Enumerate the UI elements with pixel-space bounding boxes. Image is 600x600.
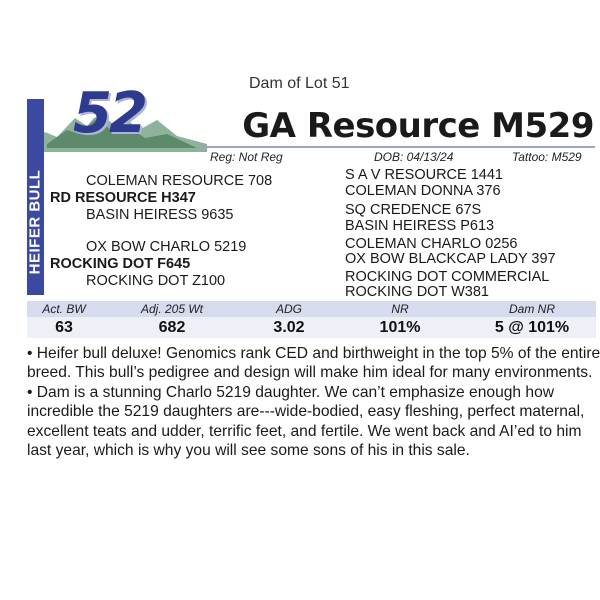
stat-label-dam-nr: Dam NR bbox=[508, 302, 556, 316]
sire-dam-dam: BASIN HEIRESS P613 bbox=[345, 218, 495, 234]
dam: ROCKING DOT F645 bbox=[50, 256, 191, 272]
stat-value-adj-205: 682 bbox=[158, 319, 186, 336]
sire: RD RESOURCE H347 bbox=[50, 190, 196, 206]
dam-dam-dam: ROCKING DOT W381 bbox=[345, 284, 489, 300]
stat-value-actual-bw: 63 bbox=[55, 319, 73, 336]
stat-label-adg: ADG bbox=[275, 302, 303, 316]
dam-dam-sire: ROCKING DOT COMMERCIAL bbox=[345, 269, 550, 285]
date-of-birth: DOB: 04/13/24 bbox=[374, 150, 454, 164]
description bbox=[27, 344, 600, 460]
sire-sire: COLEMAN RESOURCE 708 bbox=[86, 173, 273, 189]
tattoo: Tattoo: M529 bbox=[512, 150, 582, 164]
registration: Reg: Not Reg bbox=[210, 150, 283, 164]
title-divider bbox=[200, 146, 595, 148]
stat-label-actual-bw: Act. BW bbox=[42, 302, 86, 316]
dam-sire-dam: OX BOW BLACKCAP LADY 397 bbox=[345, 251, 556, 267]
sire-sire-sire: S A V RESOURCE 1441 bbox=[345, 167, 503, 183]
dam-dam: ROCKING DOT Z100 bbox=[86, 273, 226, 289]
sire-dam-sire: SQ CREDENCE 67S bbox=[345, 202, 482, 218]
dam-sire: OX BOW CHARLO 5219 bbox=[86, 239, 247, 255]
stat-label-nr: NR bbox=[391, 302, 409, 316]
stat-label-adj-205: Adj. 205 Wt bbox=[140, 302, 204, 316]
stat-value-dam-nr: 5 @ 101% bbox=[494, 319, 570, 336]
description-paragraph-2: • Dam is a stunning Charlo 5219 daughter. We can’t emphasize enough how incredible the 5219 daughters are---wide-bodied, easy fleshing, perfect maternal, excellent teats and udder, terrific feet, and fertile. We went back and AI’ed to him last year, which is why you will see some sons of his in this sale. bbox=[27, 383, 585, 460]
animal-name: GA Resource M529 bbox=[242, 106, 594, 146]
sire-sire-dam: COLEMAN DONNA 376 bbox=[345, 183, 501, 199]
lot-number: 52 bbox=[73, 81, 145, 146]
sidebar-label: HEIFER BULL bbox=[26, 169, 44, 275]
stat-value-adg: 3.02 bbox=[273, 319, 305, 336]
dam-of-lot-note: Dam of Lot 51 bbox=[249, 75, 350, 92]
stat-value-nr: 101% bbox=[379, 319, 421, 336]
description-paragraph-1: • Heifer bull deluxe! Genomics rank CED and birthweight in the top 5% of the entire breed. This bull’s pedigree and design will make him ideal for many environments. bbox=[27, 345, 600, 382]
sire-dam: BASIN HEIRESS 9635 bbox=[86, 207, 234, 223]
dam-sire-sire: COLEMAN CHARLO 0256 bbox=[345, 236, 518, 252]
